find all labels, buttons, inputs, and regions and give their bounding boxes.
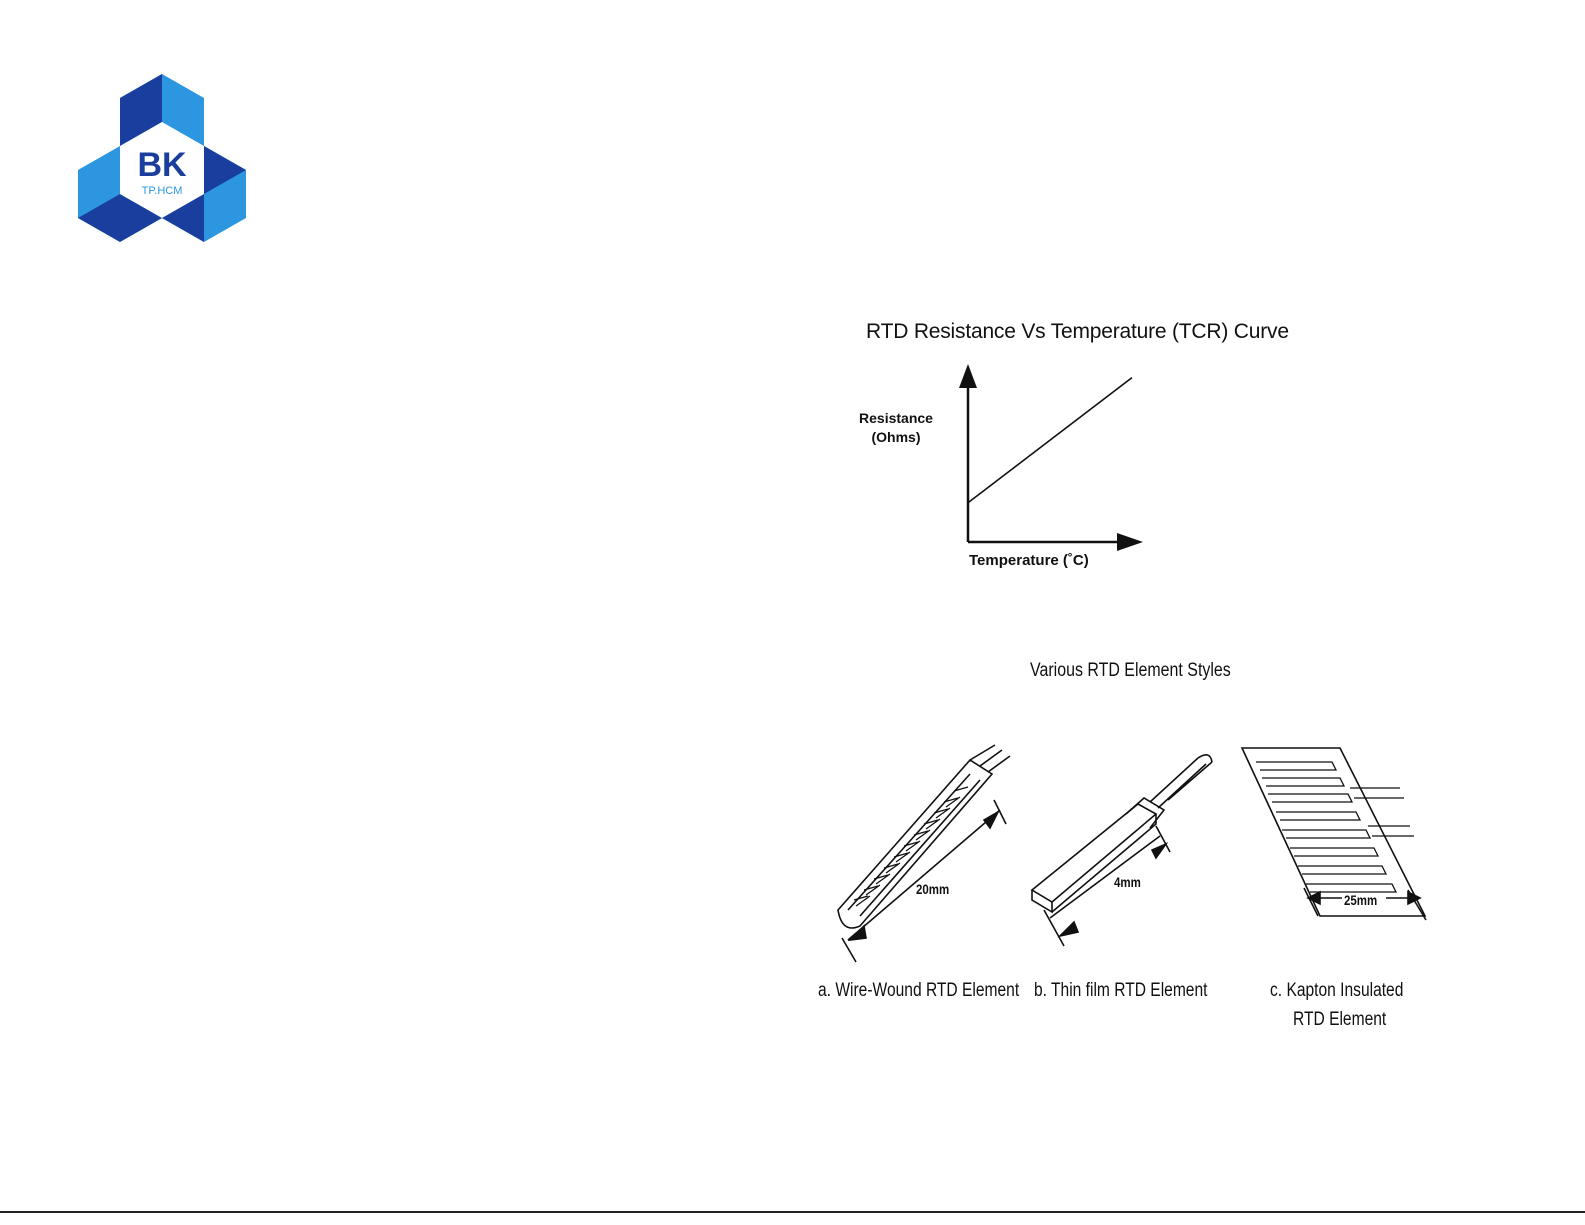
y-axis-label-line-1: Resistance	[859, 410, 933, 426]
caption-wire-wound: a. Wire-Wound RTD Element	[818, 980, 1020, 1001]
logo-icon	[76, 74, 248, 246]
thin-film-element-drawing	[1032, 755, 1212, 946]
tcr-chart	[940, 360, 1150, 555]
caption-kapton-line-2: RTD Element	[1293, 1009, 1387, 1030]
y-axis-label-line-2: (Ohms)	[871, 429, 921, 445]
university-logo	[76, 74, 248, 246]
rtd-elements-illustration	[820, 740, 1440, 980]
dimension-label-4mm: 4mm	[1114, 874, 1141, 890]
logo-text: BK	[137, 146, 187, 184]
figure-title: Various RTD Element Styles	[1030, 660, 1231, 681]
dimension-label-25mm: 25mm	[1344, 892, 1378, 908]
kapton-element-drawing	[1242, 748, 1426, 920]
y-axis-arrow	[959, 364, 977, 388]
dimension-label-20mm: 20mm	[916, 881, 950, 897]
x-axis-label: Temperature (˚C)	[969, 552, 1089, 569]
caption-kapton-line-1: c. Kapton Insulated	[1270, 980, 1404, 1001]
tcr-series-line	[968, 378, 1132, 503]
y-axis-label	[846, 409, 946, 447]
wire-wound-element-drawing	[838, 745, 1010, 962]
caption-thin-film: b. Thin film RTD Element	[1034, 980, 1208, 1001]
logo-subtext: TP.HCM	[141, 185, 183, 197]
x-axis-arrow	[1117, 533, 1143, 551]
chart-title: RTD Resistance Vs Temperature (TCR) Curve	[866, 320, 1289, 343]
bottom-divider	[0, 1211, 1585, 1213]
